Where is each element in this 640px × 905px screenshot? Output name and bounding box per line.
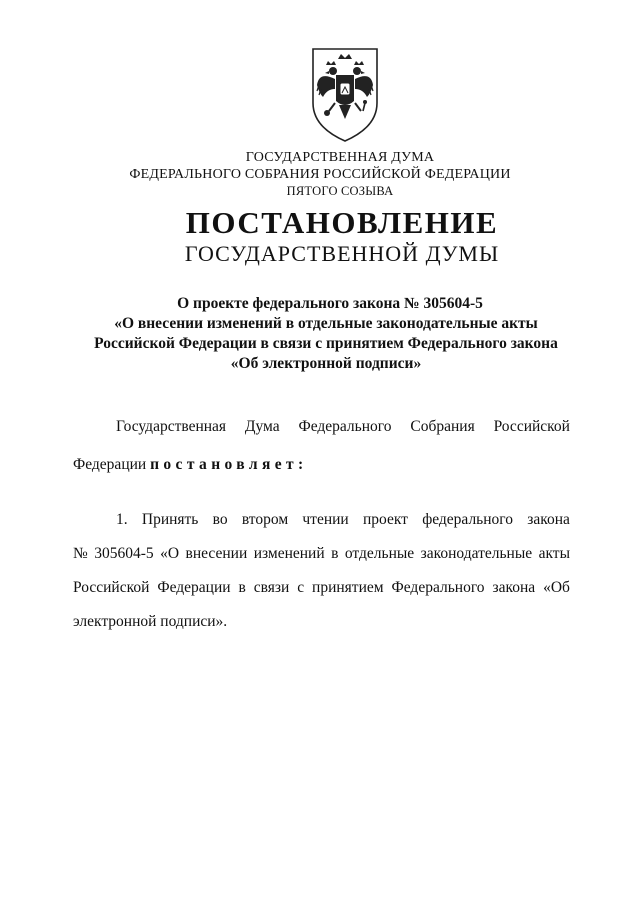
word: закона xyxy=(527,511,570,528)
subject-line-1: О проекте федерального закона № 305604-5 xyxy=(177,295,483,312)
word: 1. xyxy=(116,511,128,528)
word: Собрания xyxy=(410,418,475,435)
org-line-2: ФЕДЕРАЛЬНОГО СОБРАНИЯ РОССИЙСКОЙ ФЕДЕРАЦИИ xyxy=(129,167,511,182)
paragraph-1-line-1 xyxy=(116,417,570,437)
word: втором xyxy=(241,511,289,528)
paragraph-2-line-1 xyxy=(116,510,570,530)
word: во xyxy=(212,511,228,528)
word: внесении xyxy=(185,545,248,562)
word: Российской xyxy=(73,579,150,596)
word: связи xyxy=(253,579,290,596)
paragraph-2-line-2 xyxy=(73,544,570,564)
word: отдельные xyxy=(344,545,415,562)
word: «Об xyxy=(543,579,570,596)
double-headed-eagle-icon xyxy=(305,45,385,145)
word: «О xyxy=(160,545,180,562)
word: с xyxy=(297,579,305,596)
word: законодательные xyxy=(420,545,533,562)
word: принятием xyxy=(312,579,384,596)
word: № xyxy=(73,545,88,562)
subject-line-4: «Об электронной подписи» xyxy=(230,355,422,372)
state-emblem xyxy=(305,45,385,145)
word: Российской xyxy=(493,418,570,435)
word: проект xyxy=(362,511,408,528)
word: в xyxy=(331,545,339,562)
word: акты xyxy=(538,545,570,562)
paragraph-2-line-4: электронной подписи». xyxy=(73,613,228,630)
resolution-keyword: постановляет: xyxy=(150,456,308,473)
word: Государственная xyxy=(116,418,227,435)
paragraph-1-line-2 xyxy=(73,455,308,475)
word: в xyxy=(238,579,246,596)
word: Принять xyxy=(141,511,199,528)
org-line-3: ПЯТОГО СОЗЫВА xyxy=(286,184,394,198)
document-issuer-subtitle: ГОСУДАРСТВЕННОЙ ДУМЫ xyxy=(184,241,500,266)
word: изменений xyxy=(253,545,325,562)
word: Федерации xyxy=(157,579,231,596)
subject-line-2: «О внесении изменений в отдельные законодательные акты xyxy=(114,315,538,332)
subject-line-3: Российской Федерации в связи с принятием Федерального закона xyxy=(94,335,558,352)
word: Федерального xyxy=(391,579,485,596)
word: 305604-5 xyxy=(94,545,154,562)
word: Дума xyxy=(244,418,280,435)
word: чтении xyxy=(302,511,349,528)
document-type-title: ПОСТАНОВЛЕНИЕ xyxy=(185,205,499,240)
word: закона xyxy=(492,579,536,596)
word: федерального xyxy=(422,511,514,528)
word: Федерального xyxy=(298,418,392,435)
org-line-1: ГОСУДАРСТВЕННАЯ ДУМА xyxy=(245,150,435,165)
paragraph-1-text: Федерации xyxy=(73,456,147,473)
paragraph-2-line-3 xyxy=(73,578,570,598)
